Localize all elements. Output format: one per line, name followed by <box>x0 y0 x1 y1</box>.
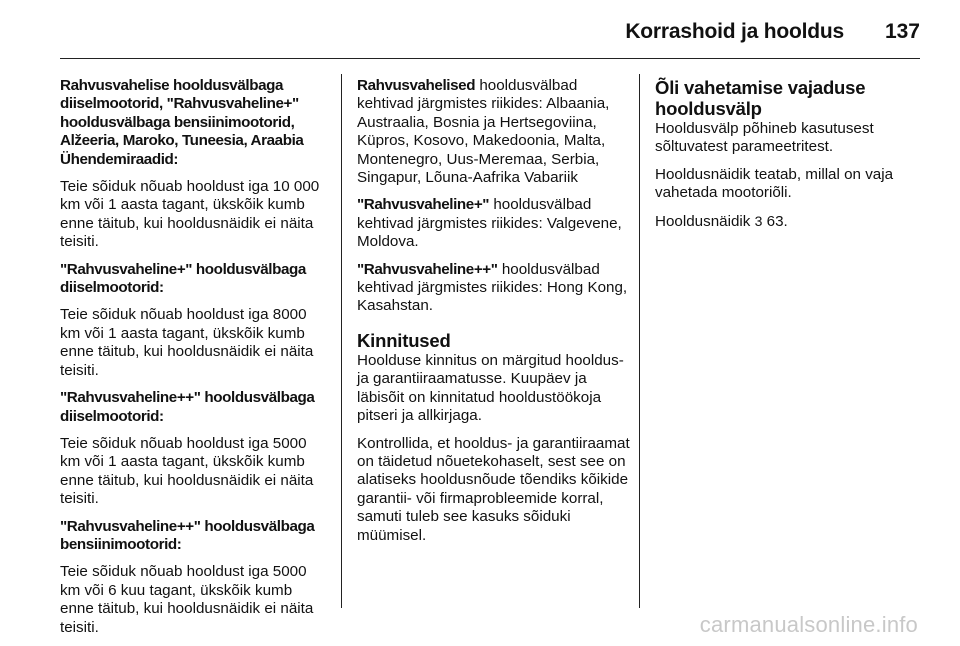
paragraph-confirmation: Hoolduse kinnitus on märgitud hooldus-ja garantiiraamatusse. Kuupäev ja läbisõit on kinnitatud hooldustöökoja pitseri ja allkirjaga. <box>357 351 624 425</box>
header-rule <box>60 58 920 59</box>
paragraph-check-book: Kontrollida, et hooldus- ja garantiiraamat on täidetud nõuetekohaselt, sest see on alatiseks hooldusnõude tõendiks kõikide garantii- või firmaprobleemide korral, samuti tuleb see kasuks sõiduki müümisel. <box>357 434 630 544</box>
paragraph-intlplusplus-diesel: Teie sõiduk nõuab hooldust iga 5000 km või 1 aasta tagant, ükskõik kumb enne täitub, kui hooldusnäidik ei näita teisiti. <box>60 434 314 508</box>
section-title: Korrashoid ja hooldus <box>625 20 844 43</box>
paragraph-interval-basis: Hooldusvälp põhineb kasutusest sõltuvatest parameetritest. <box>655 120 874 156</box>
lead-intlplus: "Rahvusvaheline+" <box>357 196 490 214</box>
indicator-ref-text: Hooldusnäidik <box>655 212 755 230</box>
page-number: 137 <box>884 20 920 43</box>
column-divider-2 <box>639 74 640 608</box>
paragraph-intlplus-diesel: Teie sõiduk nõuab hooldust iga 8000 km või 1 aasta tagant, ükskõik kumb enne täitub, kui hooldusnäidik ei näita teisiti. <box>60 306 314 379</box>
column-divider-1 <box>341 74 342 608</box>
column-2 <box>357 77 635 554</box>
paragraph-intl-countries <box>357 77 635 187</box>
paragraph-indicator: Hooldusnäidik teatab, millal on vaja vahetada mootoriõli. <box>655 165 894 202</box>
paragraph-intl-diesel: Teie sõiduk nõuab hooldust iga 10 000 km või 1 aasta tagant, ükskõik kumb enne täitub, kui hooldusnäidik ei näita teisiti. <box>60 178 320 251</box>
text-intlplusplus-countries: hooldusvälbad kehtivad järgmistes riikides: Hong Kong, Kasahstan. <box>357 260 628 315</box>
lead-intlplusplus: "Rahvusvaheline++" <box>357 260 498 278</box>
lead-intl: Rahvusvahelised <box>357 77 476 94</box>
heading-oil-change-interval: Õli vahetamise vajaduse hooldusvälp <box>655 77 866 119</box>
subheading-intlplusplus-petrol: "Rahvusvaheline++" hooldusvälbaga bensiinimootorid: <box>60 517 315 553</box>
paragraph-intlplusplus-petrol: Teie sõiduk nõuab hooldust iga 5000 km või 6 kuu tagant, ükskõik kumb enne täitub, kui hooldusnäidik ei näita teisiti. <box>60 563 314 636</box>
subheading-intlplus-diesel: "Rahvusvaheline+" hooldusvälbaga diiselmootorid: <box>60 260 306 297</box>
column-1 <box>60 77 330 646</box>
text-intl-countries: hooldusvälbad kehtivad järgmistes riikides: Albaania, Austraalia, Bosnia ja Hertsegoviina, Küpros, Kosovo, Makedoonia, Malta, Montenegro, Uus-Meremaa, Serbia, Singapur, Lõuna-Aafrika Vabariik <box>357 77 610 187</box>
paragraph-indicator-ref <box>655 212 925 231</box>
page-header <box>0 0 960 56</box>
subheading-intl-diesel: Rahvusvahelise hooldusvälbaga diiselmootorid, "Rahvusvaheline+" hooldusvälbaga bensiinimootorid, Alžeeria, Maroko, Tuneesia, Araabia Ühendemiraadid: <box>60 77 304 168</box>
heading-kinnitused: Kinnitused <box>357 329 451 351</box>
subheading-intlplusplus-diesel: "Rahvusvaheline++" hooldusvälbaga diiselmootorid: <box>60 389 315 425</box>
column-3 <box>655 77 925 240</box>
paragraph-intlplus-countries <box>357 196 635 251</box>
page-ref-arrow-icon: 3 <box>754 212 763 229</box>
paragraph-intlplusplus-countries <box>357 261 635 316</box>
text-intlplus-countries: hooldusvälbad kehtivad järgmistes riikides: Valgevene, Moldova. <box>357 196 622 251</box>
watermark: carmanualsonline.info <box>699 612 918 637</box>
page-ref-link[interactable]: 63. <box>762 212 788 230</box>
